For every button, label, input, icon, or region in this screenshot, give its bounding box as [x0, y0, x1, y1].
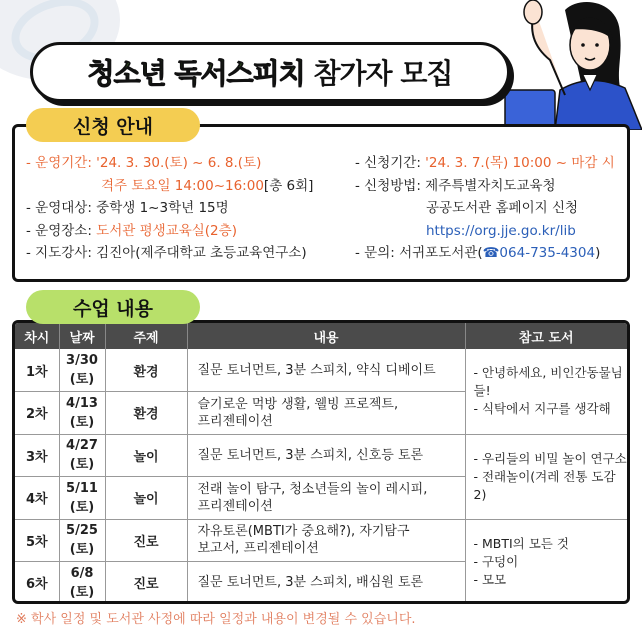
- contact-line: - 문의: 서귀포도서관(☎064-735-4304): [355, 245, 601, 261]
- curriculum-table-box: [12, 320, 630, 604]
- apply-period-value: '24. 3. 7.(목) 10:00 ~ 마감 시: [425, 155, 615, 171]
- reference-cell: - 안녕하세요, 비인간동물님들! - 식탁에서 지구를 생각해: [465, 349, 627, 434]
- date-cell: 3/30 (토): [59, 349, 105, 392]
- homepage-link[interactable]: https://org.jje.go.kr/lib: [426, 222, 576, 239]
- topic-cell: 환경: [105, 349, 187, 392]
- topic-cell: 놀이: [105, 434, 187, 477]
- content-cell: 자유토론(MBTI가 중요해?), 자기탐구 보고서, 프리젠테이션: [187, 519, 465, 562]
- session-cell: 4차: [15, 477, 59, 520]
- date-cell: 5/11 (토): [59, 477, 105, 520]
- content-cell: 슬기로운 먹방 생활, 웰빙 프로젝트, 프리젠테이션: [187, 392, 465, 435]
- session-cell: 6차: [15, 562, 59, 605]
- topic-cell: 놀이: [105, 477, 187, 520]
- title-banner: [30, 42, 510, 102]
- contact-phone[interactable]: ☎064-735-4304: [482, 245, 596, 261]
- table-header-row: [15, 323, 627, 349]
- page-title: [88, 52, 453, 92]
- header-content: 내용: [187, 323, 465, 349]
- topic-cell: 환경: [105, 392, 187, 435]
- woman-illustration-icon: [495, 0, 642, 130]
- schedule-line: [26, 175, 313, 198]
- session-cell: 3차: [15, 434, 59, 477]
- table-row: [15, 434, 627, 477]
- schedule-count: [총 6회]: [263, 177, 314, 194]
- method-line: - 신청방법: 제주특별자치도교육청: [355, 177, 556, 194]
- place-value: 도서관 평생교육실(2층): [96, 222, 237, 239]
- title-highlight: 청소년 독서스피치: [87, 57, 305, 90]
- date-cell: 4/27 (토): [59, 434, 105, 477]
- period-line: - 운영기간: '24. 3. 30.(토) ~ 6. 8.(토): [26, 155, 262, 171]
- info-right-column: [355, 152, 615, 265]
- header-session: 차시: [15, 323, 59, 349]
- header-topic: 주제: [105, 323, 187, 349]
- content-cell: 질문 토너먼트, 3분 스피치, 신호등 토론: [187, 434, 465, 477]
- instructor-line: - 지도강사: 김진아(제주대학교 초등교육연구소): [26, 245, 307, 261]
- title-plain: 참가자 모집: [313, 57, 453, 90]
- header-reference: 참고 도서: [465, 323, 627, 349]
- session-cell: 1차: [15, 349, 59, 392]
- reference-cell: - MBTI의 모든 것 - 구덩이 - 모모: [465, 519, 627, 604]
- content-cell: 전래 놀이 탐구, 청소년들의 놀이 레시피, 프리젠테이션: [187, 477, 465, 520]
- place-line: - 운영장소: 도서관 평생교육실(2층): [26, 222, 237, 239]
- table-row: [15, 519, 627, 562]
- topic-cell: 진로: [105, 562, 187, 605]
- schedule-value: 격주 토요일 14:00~16:00: [101, 177, 264, 194]
- target-line: - 운영대상: 중학생 1~3학년 15명: [26, 200, 229, 216]
- date-cell: 5/25 (토): [59, 519, 105, 562]
- session-cell: 2차: [15, 392, 59, 435]
- topic-cell: 진로: [105, 519, 187, 562]
- header-date: 날짜: [59, 323, 105, 349]
- reference-cell: - 우리들의 비밀 놀이 연구소 - 전래놀이(겨레 전통 도감2): [465, 434, 627, 519]
- section-label-application: 신청 안내: [26, 108, 200, 142]
- date-cell: 6/8 (토): [59, 562, 105, 605]
- section-label-curriculum: 수업 내용: [26, 290, 200, 324]
- curriculum-table: [15, 323, 627, 604]
- content-cell: 질문 토너먼트, 3분 스피치, 배심원 토론: [187, 562, 465, 605]
- apply-period-line: - 신청기간: '24. 3. 7.(목) 10:00 ~ 마감 시: [355, 155, 615, 171]
- period-value: '24. 3. 30.(토) ~ 6. 8.(토): [96, 155, 262, 171]
- session-cell: 5차: [15, 519, 59, 562]
- table-row: [15, 349, 627, 392]
- footer-note: ※ 학사 일정 및 도서관 사정에 따라 일정과 내용이 변경될 수 있습니다.: [16, 612, 416, 627]
- date-cell: 4/13 (토): [59, 392, 105, 435]
- content-cell: 질문 토너먼트, 3분 스피치, 약식 디베이트: [187, 349, 465, 392]
- info-left-column: [26, 152, 313, 265]
- method-line-2: 공공도서관 홈페이지 신청: [426, 200, 579, 216]
